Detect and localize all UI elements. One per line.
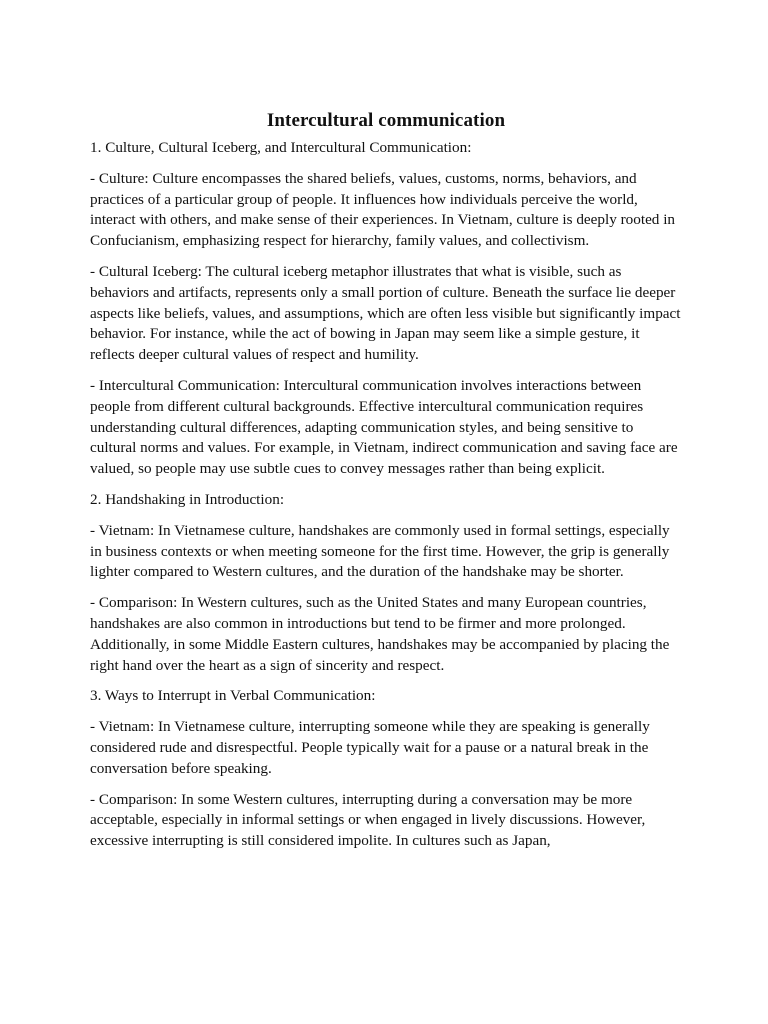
document-body	[90, 109, 682, 862]
section-heading-handshaking: 2. Handshaking in Introduction:	[90, 490, 285, 508]
paragraph-culture: - Culture: Culture encompasses the shared beliefs, values, customs, norms, behaviors, and practices of a particular group of people. It influences how individuals perceive the world, interact with others, and make sense of their experiences. In Vietnam, culture is deeply rooted in Confucianism, emphasizing respect for hierarchy, family values, and collectivism.	[90, 169, 676, 250]
paragraph-interrupt-comparison: - Comparison: In some Western cultures, interrupting during a conversation may be more acceptable, especially in informal settings or when engaged in lively discussions. However, excessive interrupting is still considered impolite. In cultures such as Japan,	[90, 790, 646, 850]
document-title: Intercultural communication	[266, 110, 506, 131]
section-heading-interrupting: 3. Ways to Interrupt in Verbal Communication:	[90, 687, 376, 705]
section-heading-culture: 1. Culture, Cultural Iceberg, and Intercultural Communication:	[90, 139, 472, 156]
paragraph-interrupt-vietnam: - Vietnam: In Vietnamese culture, interrupting someone while they are speaking is generally considered rude and disrespectful. People typically wait for a pause or a natural break in the conversation before speaking.	[90, 718, 650, 777]
paragraph-cultural-iceberg: - Cultural Iceberg: The cultural iceberg metaphor illustrates that what is visible, such as behaviors and artifacts, represents only a small portion of culture. Beneath the surface lie deeper aspects like beliefs, values, and assumptions, which are often less visible but significantly impact behavior. For instance, while the act of bowing in Japan may seem like a simple gesture, it reflects deeper cultural values of respect and humility.	[90, 262, 681, 364]
paragraph-handshake-vietnam: - Vietnam: In Vietnamese culture, handshakes are commonly used in formal settings, especially in business contexts or when meeting someone for the first time. However, the grip is generally lighter compared to Western cultures, and the duration of the handshake may be shorter.	[90, 521, 670, 581]
paragraph-intercultural-communication: - Intercultural Communication: Intercultural communication involves interactions between people from different cultural backgrounds. Effective intercultural communication requires understanding cultural differences, adapting communication styles, and being sensitive to cultural norms and values. For example, in Vietnam, indirect communication and saving face are valued, so people may use subtle cues to convey messages rather than being explicit.	[90, 376, 678, 478]
paragraph-handshake-comparison: - Comparison: In Western cultures, such as the United States and many European countries, handshakes are also common in introductions but tend to be firmer and more prolonged. Additionally, in some Middle Eastern cultures, handshakes may be accompanied by placing the right hand over the heart as a sign of sincerity and respect.	[90, 594, 670, 674]
